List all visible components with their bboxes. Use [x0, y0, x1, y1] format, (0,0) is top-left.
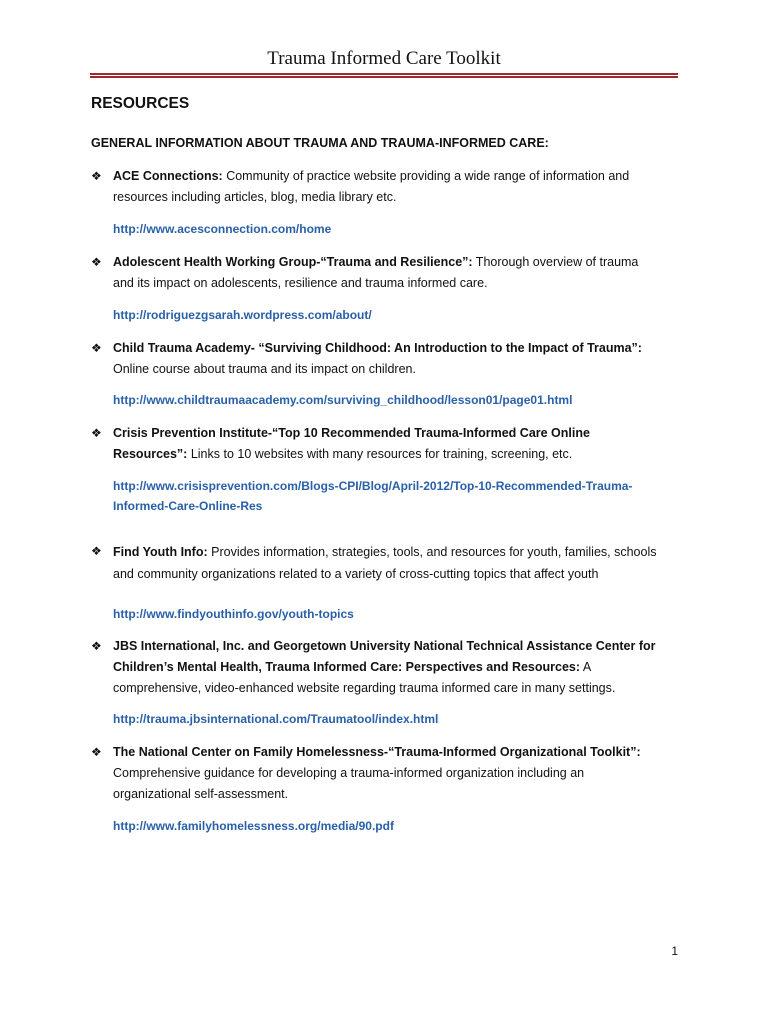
resource-link[interactable]: http://rodriguezgsarah.wordpress.com/about/ — [113, 308, 372, 322]
header-rule-bottom — [90, 76, 678, 78]
resource-link[interactable]: http://www.acesconnection.com/home — [113, 222, 332, 236]
section-subtitle: GENERAL INFORMATION ABOUT TRAUMA AND TRAUMA-INFORMED CARE: — [91, 136, 549, 150]
header-rule-top — [90, 73, 678, 75]
diamond-bullet-icon: ❖ — [91, 426, 102, 440]
diamond-bullet-icon: ❖ — [91, 341, 102, 355]
resource-name: Crisis Prevention Institute-“Top 10 Recommended Trauma-Informed Care Online Resources”: — [113, 426, 590, 461]
resource-name: Find Youth Info: — [113, 545, 208, 559]
diamond-bullet-icon: ❖ — [91, 639, 102, 653]
resource-item — [91, 541, 658, 585]
diamond-bullet-icon: ❖ — [91, 544, 102, 558]
resource-item — [91, 742, 658, 805]
resource-link[interactable]: http://trauma.jbsinternational.com/Traumatool/index.html — [113, 712, 439, 726]
resource-description: Thorough overview of trauma and its impact on adolescents, resilience and trauma informed care. — [113, 255, 639, 290]
resource-link[interactable]: http://www.crisisprevention.com/Blogs-CPI/Blog/April-2012/Top-10-Recommended-Trauma- — [113, 479, 633, 493]
page-number: 1 — [671, 944, 678, 958]
resource-description: Community of practice website providing a wide range of information and resources including articles, blog, media library etc. — [113, 169, 630, 204]
resource-item — [91, 636, 658, 699]
resource-description: Provides information, strategies, tools, and resources for youth, families, schools and community organizations related to a variety of cross-cutting topics that affect youth — [113, 545, 657, 581]
resource-item — [91, 252, 658, 294]
resource-description: Online course about trauma and its impact on children. — [113, 362, 416, 376]
resource-link[interactable]: http://www.familyhomelessness.org/media/90.pdf — [113, 819, 394, 833]
diamond-bullet-icon: ❖ — [91, 169, 102, 183]
resource-link[interactable]: http://www.childtraumaacademy.com/surviving_childhood/lesson01/page01.html — [113, 393, 573, 407]
resource-link-continued[interactable]: Informed-Care-Online-Res — [113, 499, 263, 513]
resource-description: Links to 10 websites with many resources for training, screening, etc. — [187, 447, 573, 461]
diamond-bullet-icon: ❖ — [91, 255, 102, 269]
resource-name: Adolescent Health Working Group-“Trauma and Resilience”: — [113, 255, 473, 269]
resource-name: The National Center on Family Homelessness-“Trauma-Informed Organizational Toolkit”: — [113, 745, 641, 759]
resource-name: ACE Connections: — [113, 169, 223, 183]
resource-description: Comprehensive guidance for developing a trauma-informed organization including an organizational self-assessment. — [113, 766, 585, 801]
diamond-bullet-icon: ❖ — [91, 745, 102, 759]
resource-name: JBS International, Inc. and Georgetown University National Technical Assistance Center for Children’s Mental Health, Trauma Informed Care: Perspectives and Resources: — [113, 639, 656, 674]
resource-item — [91, 423, 658, 465]
resource-link[interactable]: http://www.findyouthinfo.gov/youth-topics — [113, 607, 354, 621]
document-header-title: Trauma Informed Care Toolkit — [267, 48, 501, 69]
resource-name: Child Trauma Academy- “Surviving Childhood: An Introduction to the Impact of Trauma”: — [113, 341, 642, 355]
resource-item — [91, 338, 658, 380]
resource-description: A comprehensive, video-enhanced website regarding trauma informed care in many settings. — [113, 660, 616, 695]
section-title: RESOURCES — [91, 95, 190, 112]
resource-item — [91, 166, 658, 208]
